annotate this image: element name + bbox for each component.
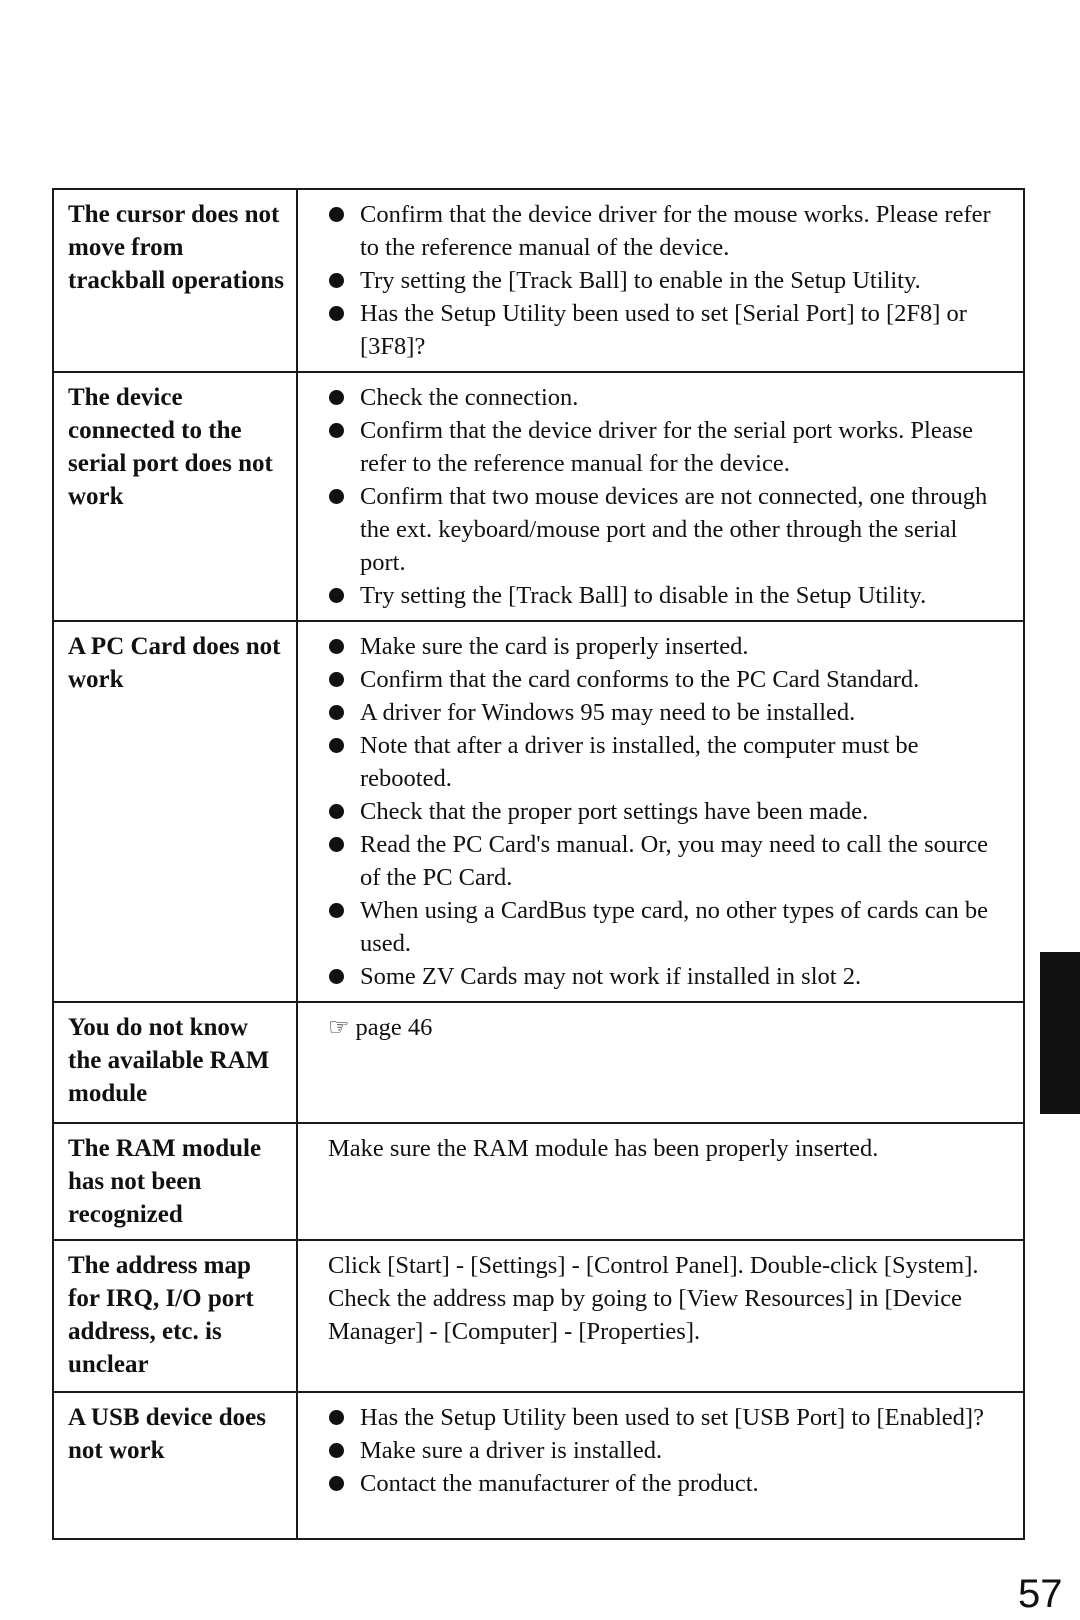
solution-cell <box>297 372 1024 621</box>
solution-cell <box>297 1123 1024 1240</box>
solution-text: Make sure the RAM module has been properly inserted. <box>328 1135 879 1162</box>
table-row <box>53 1002 1024 1123</box>
list-item: Note that after a driver is installed, the computer must be rebooted. <box>328 729 1009 795</box>
page-number: 57 <box>1018 1572 1063 1616</box>
troubleshooting-table <box>52 188 1025 1540</box>
problem-cell: The device connected to the serial port does not work <box>53 372 297 621</box>
table-row <box>53 189 1024 372</box>
list-item: Check that the proper port settings have been made. <box>328 795 1009 828</box>
table-row <box>53 372 1024 621</box>
page-reference <box>328 1011 1009 1045</box>
problem-cell: You do not know the available RAM module <box>53 1002 297 1123</box>
solution-cell <box>297 189 1024 372</box>
list-item: Confirm that the device driver for the serial port works. Please refer to the reference manual for the device. <box>328 414 1009 480</box>
list-item: Has the Setup Utility been used to set [USB Port] to [Enabled]? <box>328 1401 1009 1434</box>
list-item: Has the Setup Utility been used to set [Serial Port] to [2F8] or [3F8]? <box>328 297 1009 363</box>
list-item: Check the connection. <box>328 381 1009 414</box>
table-row <box>53 621 1024 1002</box>
problem-cell: The address map for IRQ, I/O port address, etc. is unclear <box>53 1240 297 1392</box>
list-item: Some ZV Cards may not work if installed in slot 2. <box>328 960 1009 993</box>
solution-cell <box>297 621 1024 1002</box>
solution-text: Click [Start] - [Settings] - [Control Panel]. Double-click [System]. Check the address map by going to [View Resources] in [Device Manager] - [Computer] - [Properties]. <box>328 1252 979 1345</box>
problem-cell: A PC Card does not work <box>53 621 297 1002</box>
solution-list <box>328 381 1009 612</box>
list-item: Confirm that the card conforms to the PC Card Standard. <box>328 663 1009 696</box>
problem-cell: The RAM module has not been recognized <box>53 1123 297 1240</box>
solution-cell <box>297 1392 1024 1539</box>
list-item: Confirm that the device driver for the mouse works. Please refer to the reference manual of the device. <box>328 198 1009 264</box>
list-item: Confirm that two mouse devices are not connected, one through the ext. keyboard/mouse port and the other through the serial port. <box>328 480 1009 579</box>
list-item: A driver for Windows 95 may need to be installed. <box>328 696 1009 729</box>
problem-cell: A USB device does not work <box>53 1392 297 1539</box>
list-item: Make sure a driver is installed. <box>328 1434 1009 1467</box>
solution-cell <box>297 1240 1024 1392</box>
solution-list <box>328 630 1009 993</box>
pointing-hand-icon: ☞ <box>328 1015 350 1041</box>
page-reference-text: page 46 <box>355 1014 433 1041</box>
solution-list <box>328 1401 1009 1500</box>
solution-list <box>328 198 1009 363</box>
section-tab-marker <box>1040 952 1080 1114</box>
list-item: Read the PC Card's manual. Or, you may need to call the source of the PC Card. <box>328 828 1009 894</box>
solution-cell <box>297 1002 1024 1123</box>
list-item: When using a CardBus type card, no other types of cards can be used. <box>328 894 1009 960</box>
table-row <box>53 1240 1024 1392</box>
list-item: Try setting the [Track Ball] to enable in the Setup Utility. <box>328 264 1009 297</box>
list-item: Make sure the card is properly inserted. <box>328 630 1009 663</box>
list-item: Contact the manufacturer of the product. <box>328 1467 1009 1500</box>
problem-cell: The cursor does not move from trackball operations <box>53 189 297 372</box>
table-row <box>53 1392 1024 1539</box>
table-row <box>53 1123 1024 1240</box>
list-item: Try setting the [Track Ball] to disable in the Setup Utility. <box>328 579 1009 612</box>
